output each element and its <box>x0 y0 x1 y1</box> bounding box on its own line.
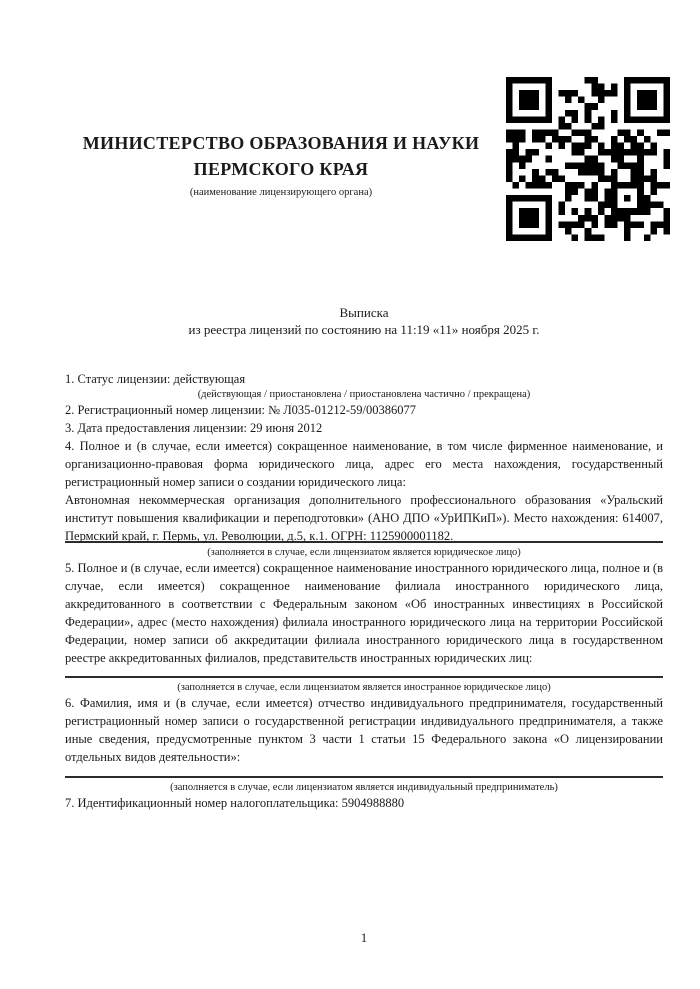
field-grant-date: 3. Дата предоставления лицензии: 29 июня 2012 <box>65 421 323 435</box>
licensing-authority-caption: (наименование лицензирующего органа) <box>189 187 373 198</box>
fill-line-entrepreneur <box>65 776 663 778</box>
field-entrepreneur-heading: 6. Фамилия, имя и (в случае, если имеется) отчество индивидуального предпринимателя, государственный регистрационный номер записи о государственной регистрации индивидуального предпринимателя, а также иные сведения, предусмотренные пунктом 3 части 1 статьи 15 Федерального закона «О лицензировании отдельных видов деятельности»: <box>65 696 663 764</box>
field-license-status: 1. Статус лицензии: действующая <box>65 372 246 386</box>
ministry-name-line2: ПЕРМСКОГО КРАЯ <box>193 159 369 179</box>
field-taxpayer-id: 7. Идентификационный номер налогоплательщика: 5904988880 <box>65 796 405 810</box>
page-number: 1 <box>360 930 368 945</box>
field-foreign-entity-heading: 5. Полное и (в случае, если имеется) сокращенное наименование иностранного юридического лица, полное и (в случае, если имеется) сокращенное наименование филиала иностранного юридического лица, аккредитованного в соответствии с Федеральным законом «Об иностранных инвестициях в Российской Федерации», адрес (место нахождения) филиала иностранного юридического лица на территории Российской Федерации, номер записи об аккредитации филиала иностранного юридического лица в государственном реестре аккредитованных филиалов, представительств иностранных юридических лиц: <box>65 561 663 665</box>
entrepreneur-caption: (заполняется в случае, если лицензиатом является индивидуальный предприниматель) <box>170 782 558 793</box>
ministry-name-line1: МИНИСТЕРСТВО ОБРАЗОВАНИЯ И НАУКИ <box>82 133 480 153</box>
document-body <box>65 370 663 812</box>
fill-line-foreign-entity <box>65 676 663 678</box>
foreign-entity-caption: (заполняется в случае, если лицензиатом является иностранное юридическое лицо) <box>177 682 551 693</box>
field-legal-entity-value: Автономная некоммерческая организация дополнительного профессионального образования «Уральский институт повышения квалификации и переподготовки» (АНО ДПО «УрИПКиП»). Место нахождения: 614007, Пермский край, г. Пермь, ул. Революции, д.5, к.1. ОГРН: 1125900001182. <box>65 493 663 543</box>
document-title-line2: из реестра лицензий по состоянию на 11:19 «11» ноября 2025 г. <box>188 322 540 337</box>
field-legal-entity-heading: 4. Полное и (в случае, если имеется) сокращенное наименование, в том числе фирменное наименование, и организационно-правовая форма юридического лица, адрес его места нахождения, государственный регистрационный номер записи о создании юридического лица: <box>65 439 663 489</box>
legal-entity-caption: (заполняется в случае, если лицензиатом является юридическое лицо) <box>207 547 521 558</box>
field-registration-number: 2. Регистрационный номер лицензии: № Л035-01212-59/00386077 <box>65 403 416 417</box>
ministry-header <box>61 130 501 199</box>
license-status-options-caption: (действующая / приостановлена / приостановлена частично / прекращена) <box>197 389 531 400</box>
qr-code-icon <box>506 77 670 241</box>
document-title-line1: Выписка <box>339 305 389 320</box>
document-title <box>65 304 663 338</box>
